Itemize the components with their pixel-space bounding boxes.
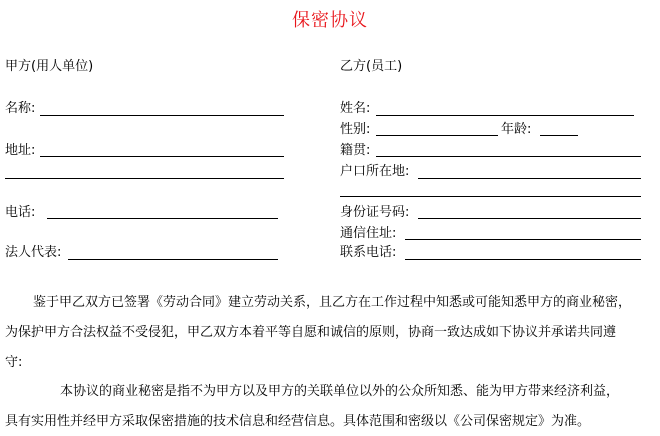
party-b-mail-field[interactable] bbox=[405, 239, 641, 240]
party-a-heading: 甲方(用人单位) bbox=[5, 59, 94, 74]
paragraph-2-line-1: 本协议的商业秘密是指不为甲方以及甲方的关联单位以外的公众所知悉、能为甲方带来经济利益， bbox=[60, 384, 620, 399]
party-b-age-field[interactable] bbox=[540, 135, 578, 136]
party-a-phone-field[interactable] bbox=[47, 218, 278, 219]
party-b-name-field[interactable] bbox=[376, 115, 634, 116]
party-b-heading: 乙方(员工) bbox=[340, 59, 403, 74]
document-title: 保密协议 bbox=[292, 10, 368, 31]
party-b-hukou-field-line2[interactable] bbox=[340, 196, 641, 197]
party-b-hukou-field[interactable] bbox=[418, 178, 641, 179]
party-b-hukou-label: 户口所在地: bbox=[340, 164, 410, 179]
party-a-rep-label: 法人代表: bbox=[5, 245, 62, 260]
party-a-name-field[interactable] bbox=[40, 115, 284, 116]
party-a-address-field-line2[interactable] bbox=[5, 178, 284, 179]
party-b-origin-label: 籍贯: bbox=[340, 143, 371, 158]
party-b-phone-field[interactable] bbox=[405, 259, 641, 260]
party-b-name-label: 姓名: bbox=[340, 101, 371, 116]
party-a-rep-field[interactable] bbox=[68, 259, 278, 260]
party-b-phone-label: 联系电话: bbox=[340, 245, 397, 260]
party-b-mail-label: 通信住址: bbox=[340, 226, 397, 241]
party-b-id-field[interactable] bbox=[418, 218, 641, 219]
party-a-phone-label: 电话: bbox=[5, 205, 36, 220]
party-b-id-label: 身份证号码: bbox=[340, 205, 410, 220]
party-a-address-label: 地址: bbox=[5, 143, 36, 158]
paragraph-1-line-3: 守: bbox=[5, 355, 23, 370]
party-b-age-label: 年龄: bbox=[501, 122, 532, 137]
paragraph-1-line-2: 为保护甲方合法权益不受侵犯，甲乙双方本着平等自愿和诚信的原则，协商一致达成如下协议并承诺共同遵 bbox=[5, 325, 617, 340]
party-a-name-label: 名称: bbox=[5, 101, 36, 116]
party-b-gender-field[interactable] bbox=[376, 135, 498, 136]
party-b-gender-label: 性别: bbox=[340, 122, 371, 137]
paragraph-1-line-1: 鉴于甲乙双方已签署《劳动合同》建立劳动关系，且乙方在工作过程中知悉或可能知悉甲方的商业秘密， bbox=[33, 295, 632, 310]
party-a-address-field[interactable] bbox=[40, 156, 284, 157]
paragraph-2-line-2: 具有实用性并经甲方采取保密措施的技术信息和经营信息。具体范围和密级以《公司保密规定》为准。 bbox=[5, 414, 591, 429]
party-b-origin-field[interactable] bbox=[376, 156, 641, 157]
